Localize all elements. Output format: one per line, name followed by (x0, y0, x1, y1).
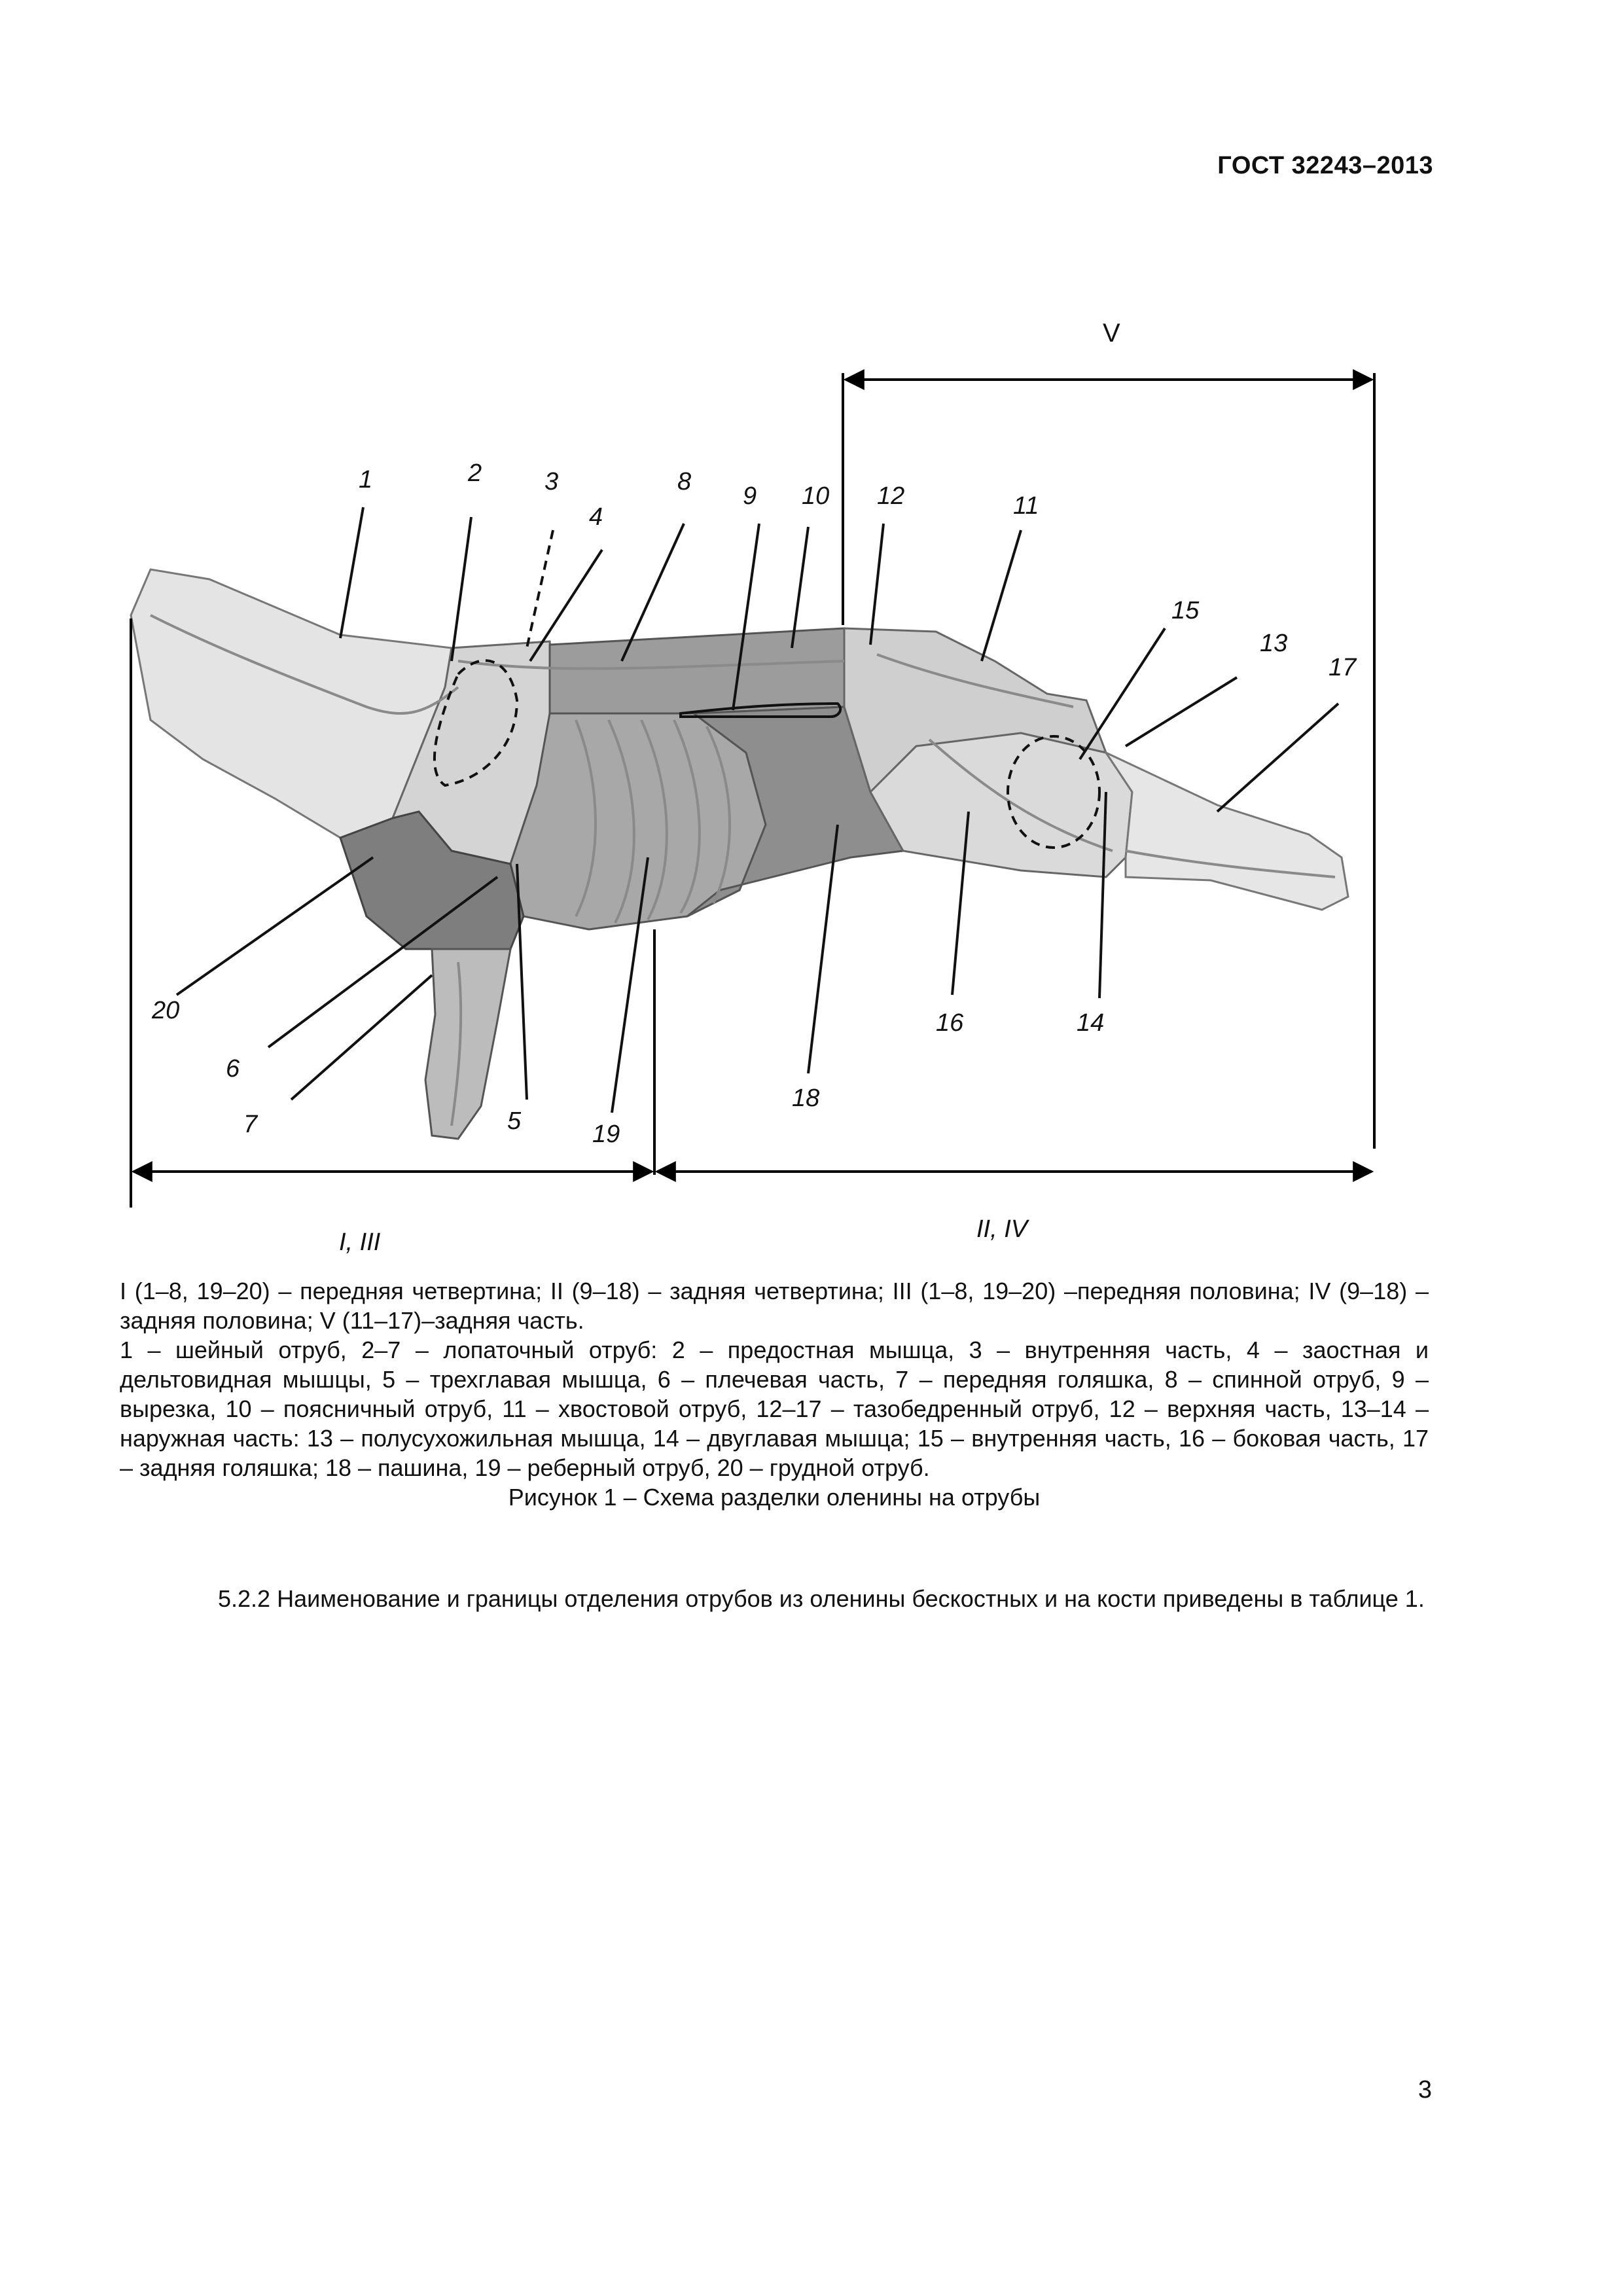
back-band (550, 628, 844, 713)
label-20: 20 (152, 997, 180, 1024)
label-10: 10 (802, 482, 830, 510)
hind-shank-region (1106, 753, 1348, 910)
label-dimension-V: V (1103, 319, 1120, 348)
figure-caption (120, 1276, 1429, 1512)
label-dimension-II-IV: II, IV (976, 1215, 1028, 1243)
label-15: 15 (1171, 597, 1200, 624)
label-14: 14 (1077, 1009, 1105, 1037)
label-8: 8 (677, 468, 692, 495)
label-3: 3 (544, 468, 559, 495)
label-dimension-I-III: I, III (339, 1229, 381, 1256)
label-16: 16 (936, 1009, 964, 1037)
label-4: 4 (589, 503, 603, 531)
front-leg-region (425, 949, 510, 1139)
label-9: 9 (743, 482, 757, 510)
body-paragraph: 5.2.2 Наименование и границы отделения отрубов из оленины бескостных и на кости приведены в таблице 1. (218, 1585, 1425, 1612)
label-7: 7 (243, 1111, 258, 1138)
label-2: 2 (468, 459, 482, 487)
label-5: 5 (507, 1107, 522, 1135)
label-18: 18 (792, 1085, 820, 1112)
document-header: ГОСТ 32243–2013 (1217, 152, 1433, 179)
label-13: 13 (1260, 630, 1288, 657)
label-11: 11 (1013, 492, 1039, 520)
label-19: 19 (592, 1121, 620, 1148)
label-12: 12 (877, 482, 905, 510)
label-1: 1 (359, 466, 373, 493)
caption-legend: 1 – шейный отруб, 2–7 – лопаточный отруб: 2 – предостная мышца, 3 – внутренняя часть, 4 – заостная и дельтовидная мышцы, 5 – трехглавая мышца, 6 – плечевая часть, 7 – передняя голяшка, 8 – спинной отруб, 9 – вырезка, 10 – поясничный отруб, 11 – хвостовой отруб, 12–17 – тазобедренный отруб, 12 – верхняя часть, 13–14 – наружная часть: 13 – полусухожильная мышца, 14 – двуглавая мышца; 15 – внутренняя часть, 16 – боковая часть, 17 – задняя голяшка; 18 – пашина, 19 – реберный отруб, 20 – грудной отруб. (120, 1336, 1429, 1481)
page-number: 3 (1418, 2076, 1432, 2104)
hind-thigh-region (870, 733, 1132, 877)
figure-title: Рисунок 1 – Схема разделки оленины на отрубы (508, 1484, 1041, 1511)
label-17: 17 (1329, 654, 1357, 681)
label-6: 6 (226, 1055, 240, 1083)
caption-quarters: I (1–8, 19–20) – передняя четвертина; II (9–18) – задняя четвертина; III (1–8, 19–20) –передняя половина; IV (9–18) – задняя половина; V (11–17)–задняя часть. (120, 1278, 1429, 1334)
